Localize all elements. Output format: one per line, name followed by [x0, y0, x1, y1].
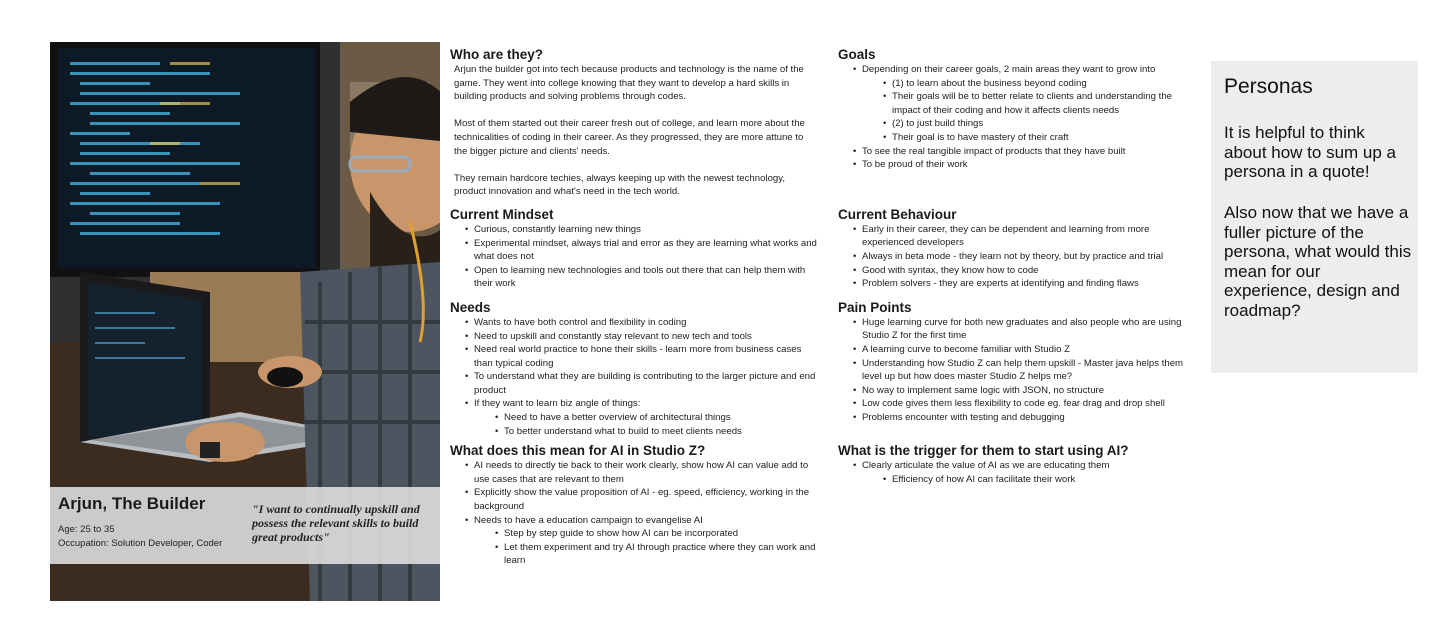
- persona-name: Arjun, The Builder: [58, 494, 206, 513]
- needs-item: • Need real world practice to hone their skills - learn more from business cases than typical coding: [474, 343, 818, 370]
- who-paragraph: Arjun the builder got into tech because products and technology is the name of the game. They went into college knowing that they want to develop a hard skills in building products and solving problems through codes.: [454, 64, 804, 103]
- ai-meaning-item: • Needs to have a education campaign to evangelise AI: [474, 514, 818, 528]
- ai-meaning-subitem: • Step by step guide to show how AI can be incorporated: [504, 527, 818, 541]
- persona-quote: "I want to continually upskill and possess the relevant skills to build great products": [252, 502, 420, 544]
- persona-age: Age: 25 to 35: [58, 524, 115, 535]
- behaviour-item: • Early in their career, they can be dependent and learning from more experienced developers: [862, 223, 1193, 250]
- pain-item: • No way to implement same logic with JSON, no structure: [862, 384, 1193, 398]
- goals-subitem: • Their goal is to have mastery of their craft: [892, 131, 1193, 145]
- needs-item: • Need to upskill and constantly stay relevant to new tech and tools: [474, 330, 818, 344]
- ai-meaning-subitem: • Let them experiment and try AI through practice where they can work and learn: [504, 541, 818, 568]
- goals-subitem: • (1) to learn about the business beyond coding: [892, 77, 1193, 91]
- column-left: [450, 46, 818, 568]
- goals-title: Goals: [838, 47, 876, 62]
- pain-item: • Problems encounter with testing and debugging: [862, 411, 1193, 425]
- trigger-title: What is the trigger for them to start using AI?: [838, 443, 1129, 459]
- behaviour-item: • Good with syntax, they know how to code: [862, 264, 1193, 278]
- persona-occupation: Occupation: Solution Developer, Coder: [58, 538, 223, 549]
- trigger-subitem: • Efficiency of how AI can facilitate their work: [892, 473, 1193, 487]
- pain-item: • Understanding how Studio Z can help them upskill - Master java helps them level up but how does master Studio Z helps me?: [862, 357, 1193, 384]
- mindset-item: • Curious, constantly learning new things: [474, 223, 818, 237]
- mindset-title: Current Mindset: [450, 206, 554, 222]
- goals-item: • To see the real tangible impact of products that they have built: [862, 145, 1193, 159]
- goals-subitem: • Their goals will be to better relate to clients and understanding the impact of their coding and how it affects clients needs: [892, 90, 1193, 117]
- needs-title: Needs: [450, 299, 491, 315]
- pain-item: • Low code gives them less flexibility to code eg. fear drag and drop shell: [862, 397, 1193, 411]
- personas-text-quote: It is helpful to think about how to sum up a persona in a quote!: [1224, 123, 1397, 182]
- ai-meaning-item: • Explicitly show the value proposition of AI - eg. speed, efficiency, working in the background: [474, 486, 818, 513]
- needs-item: • Wants to have both control and flexibility in coding: [474, 316, 818, 330]
- trigger-item: • Clearly articulate the value of AI as we are educating them: [862, 459, 1193, 473]
- mindset-item: • Experimental mindset, always trial and error as they are learning what works and what does not: [474, 237, 818, 264]
- who-paragraph: They remain hardcore techies, always keeping up with the newest technology, product innovation and what's need in the tech world.: [454, 172, 785, 198]
- persona-caption: [50, 487, 440, 564]
- needs-item: • If they want to learn biz angle of things:: [474, 397, 818, 411]
- personas-title: Personas: [1224, 75, 1313, 98]
- goals-item: • To be proud of their work: [862, 158, 1193, 172]
- needs-subitem: • To better understand what to build to meet clients needs: [504, 425, 818, 439]
- pain-item: • Huge learning curve for both new graduates and also people who are using Studio Z for the first time: [862, 316, 1193, 343]
- who-paragraph: Most of them started out their career fresh out of college, and learn more about the technicalities of coding in their career. As they progressed, they are more attune to the bigger picture and clients' needs.: [454, 118, 805, 157]
- pain-item: • A learning curve to become familiar with Studio Z: [862, 343, 1193, 357]
- behaviour-title: Current Behaviour: [838, 206, 957, 222]
- mindset-item: • Open to learning new technologies and tools out there that can help them with their work: [474, 264, 818, 291]
- goals-subitem: • (2) to just build things: [892, 117, 1193, 131]
- personas-note: [1211, 61, 1418, 373]
- needs-subitem: • Need to have a better overview of architectural things: [504, 411, 818, 425]
- ai-meaning-item: • AI needs to directly tie back to their work clearly, show how AI can value add to use cases that are relevant to them: [474, 459, 818, 486]
- behaviour-item: • Problem solvers - they are experts at identifying and finding flaws: [862, 277, 1193, 291]
- goals-item: • Depending on their career goals, 2 main areas they want to grow into: [862, 63, 1193, 77]
- needs-item: • To understand what they are building is contributing to the larger picture and end product: [474, 370, 818, 397]
- column-right: [838, 46, 1193, 487]
- personas-text-roadmap: Also now that we have a fuller picture of the persona, what would this mean for our experience, design and roadmap?: [1224, 203, 1412, 320]
- ai-meaning-title: What does this mean for AI in Studio Z?: [450, 443, 706, 459]
- behaviour-item: • Always in beta mode - they learn not by theory, but by practice and trial: [862, 250, 1193, 264]
- pain-title: Pain Points: [838, 299, 912, 315]
- who-title: Who are they?: [450, 47, 544, 62]
